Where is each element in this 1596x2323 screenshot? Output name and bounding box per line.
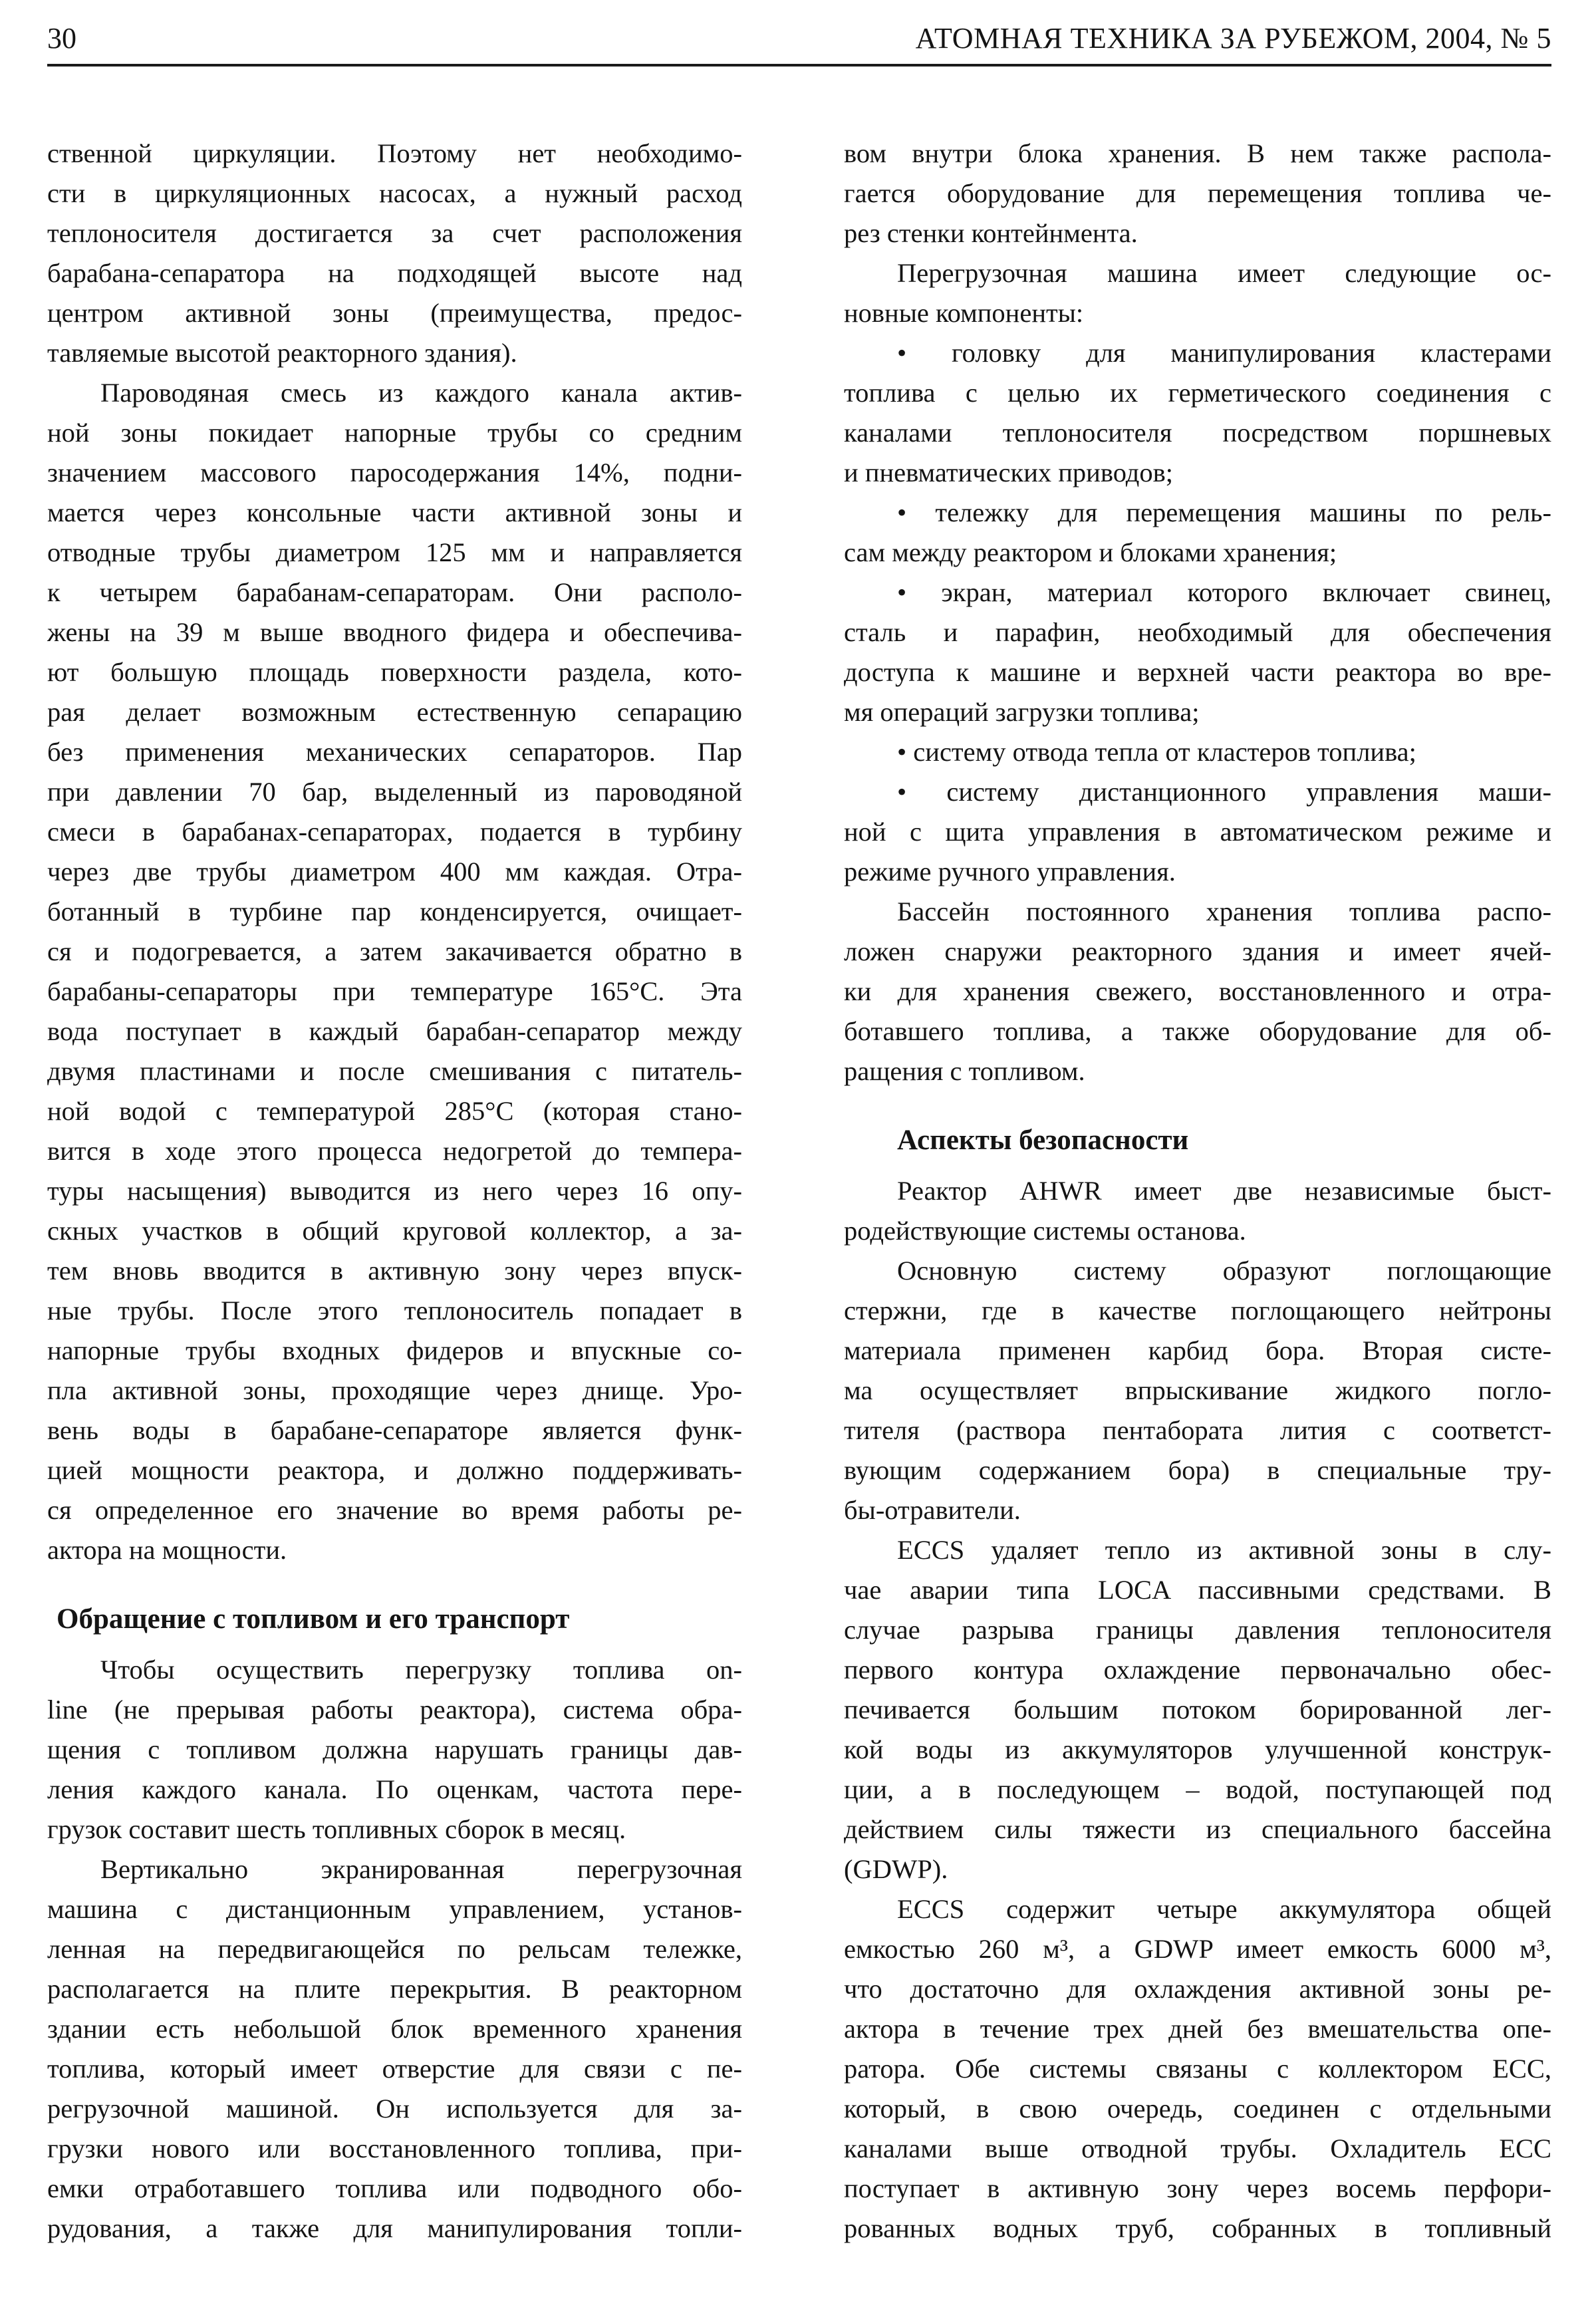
text-line: при давлении 70 бар, выделенный из пароводяной bbox=[47, 777, 742, 807]
text-line: тавляемые высотой реакторного здания). bbox=[47, 338, 517, 368]
text-line: ленная на передвигающейся по рельсам тележке, bbox=[47, 1934, 742, 1964]
text-line: располагается на плите перекрытия. В реакторном bbox=[47, 1974, 742, 2004]
text-line: стержни, где в качестве поглощающего нейтроны bbox=[844, 1296, 1551, 1325]
text-line: барабана-сепаратора на подходящей высоте над bbox=[47, 258, 742, 288]
text-line: топлива, который имеет отверстие для связи с пе- bbox=[47, 2054, 742, 2084]
text-line: рудования, а также для манипулирования топли- bbox=[47, 2213, 742, 2243]
paragraph bbox=[844, 1251, 1551, 1530]
text-column-left bbox=[47, 134, 742, 2249]
text-line: регрузочной машиной. Он используется для за- bbox=[47, 2094, 742, 2123]
text-line: сти в циркуляционных насосах, а нужный расход bbox=[47, 178, 742, 208]
text-line: рованных водных труб, собранных в топливный bbox=[844, 2213, 1551, 2243]
text-line: первого контура охлаждение первоначально обес- bbox=[844, 1655, 1551, 1685]
text-line: напорные трубы входных фидеров и впускные со- bbox=[47, 1335, 742, 1365]
text-line: центром активной зоны (преимущества, предос- bbox=[47, 298, 742, 328]
text-line: смеси в барабанах-сепараторах, подается в турбину bbox=[47, 817, 742, 847]
text-line: (GDWP). bbox=[844, 1854, 948, 1884]
text-line: ции, а в последующем – водой, поступающей под bbox=[844, 1774, 1551, 1804]
text-line: вень воды в барабане-сепараторе является функ- bbox=[47, 1415, 742, 1445]
page-number: 30 bbox=[47, 22, 76, 55]
text-line: пла активной зоны, проходящие через днище. Уро- bbox=[47, 1375, 742, 1405]
text-line: ма осуществляет впрыскивание жидкого погло- bbox=[844, 1375, 1551, 1405]
text-line: вующим содержанием бора) в специальные тру- bbox=[844, 1455, 1551, 1485]
text-line: ратора. Обе системы связаны с коллектором ECC, bbox=[844, 2054, 1551, 2084]
text-line: • головку для манипулирования кластерами bbox=[897, 338, 1551, 368]
text-line: без применения механических сепараторов. Пар bbox=[47, 737, 742, 767]
running-header bbox=[47, 19, 1551, 59]
paragraph bbox=[844, 134, 1551, 253]
text-line: ботанный в турбине пар конденсируется, очищает- bbox=[47, 896, 742, 926]
text-line: • систему дистанционного управления маши- bbox=[897, 777, 1551, 807]
text-line: емкостью 260 м³, а GDWP имеет емкость 6000 м³, bbox=[844, 1934, 1551, 1964]
text-line: Пароводяная смесь из каждого канала актив- bbox=[100, 378, 742, 408]
text-line: машина с дистанционным управлением, установ- bbox=[47, 1894, 742, 1924]
text-line: Перегрузочная машина имеет следующие ос- bbox=[897, 258, 1551, 288]
text-line: грузки нового или восстановленного топлива, при- bbox=[47, 2133, 742, 2163]
text-line: рез стенки контейнмента. bbox=[844, 218, 1138, 248]
text-line: сам между реактором и блоками хранения; bbox=[844, 537, 1337, 567]
text-line: печивается большим потоком борированной лег- bbox=[844, 1695, 1551, 1724]
text-line: поступает в активную зону через восемь перфори- bbox=[844, 2173, 1551, 2203]
text-line: жены на 39 м выше вводного фидера и обеспечива- bbox=[47, 617, 742, 647]
text-line: каналами теплоносителя посредством поршневых bbox=[844, 418, 1551, 448]
text-line: теплоносителя достигается за счет расположения bbox=[47, 218, 742, 248]
header-rule bbox=[47, 64, 1551, 67]
paragraph bbox=[844, 1171, 1551, 1251]
paragraph bbox=[844, 253, 1551, 333]
paragraph bbox=[844, 1530, 1551, 1889]
text-line: сталь и парафин, необходимый для обеспечения bbox=[844, 617, 1551, 647]
journal-title: АТОМНАЯ ТЕХНИКА ЗА РУБЕЖОМ, 2004, № 5 bbox=[915, 22, 1551, 55]
text-line: чае аварии типа LOCA пассивными средствами. В bbox=[844, 1575, 1551, 1605]
text-line: гается оборудование для перемещения топлива че- bbox=[844, 178, 1551, 208]
text-line: ют большую площадь поверхности раздела, кото- bbox=[47, 657, 742, 687]
text-line: материала применен карбид бора. Вторая систе- bbox=[844, 1335, 1551, 1365]
paragraph bbox=[47, 1849, 742, 2249]
text-line: рая делает возможным естественную сепарацию bbox=[47, 697, 742, 727]
paragraph bbox=[844, 333, 1551, 493]
paragraph bbox=[844, 772, 1551, 892]
text-line: скных участков в общий круговой коллектор, а за- bbox=[47, 1216, 742, 1246]
text-line: актора на мощности. bbox=[47, 1535, 287, 1565]
text-line: мя операций загрузки топлива; bbox=[844, 697, 1200, 727]
text-line: емки отработавшего топлива или подводного обо- bbox=[47, 2173, 742, 2203]
text-line: тителя (раствора пентабората лития с соответст- bbox=[844, 1415, 1551, 1445]
text-line: ращения с топливом. bbox=[844, 1056, 1085, 1086]
paragraph bbox=[844, 892, 1551, 1091]
text-line: ки для хранения свежего, восстановленного и отра- bbox=[844, 976, 1551, 1006]
text-line: кой воды из аккумуляторов улучшенной конструк- bbox=[844, 1734, 1551, 1764]
text-line: Чтобы осуществить перегрузку топлива on- bbox=[100, 1655, 742, 1685]
text-line: ся и подогревается, а затем закачивается обратно в bbox=[47, 936, 742, 966]
text-line: через две трубы диаметром 400 мм каждая. Отра- bbox=[47, 857, 742, 887]
text-line: режиме ручного управления. bbox=[844, 857, 1176, 887]
text-line: ботавшего топлива, а также оборудование для об- bbox=[844, 1016, 1551, 1046]
text-line: актора в течение трех дней без вмешательства опе- bbox=[844, 2014, 1551, 2044]
text-line: случае разрыва границы давления теплоносителя bbox=[844, 1615, 1551, 1645]
text-line: • тележку для перемещения машины по рель- bbox=[897, 497, 1551, 527]
paragraph bbox=[844, 732, 1551, 772]
text-line: к четырем барабанам-сепараторам. Они располо- bbox=[47, 577, 742, 607]
text-line: ложен снаружи реакторного здания и имеет ячей- bbox=[844, 936, 1551, 966]
text-line: и пневматических приводов; bbox=[844, 458, 1174, 487]
text-line: ной с щита управления в автоматическом режиме и bbox=[844, 817, 1551, 847]
text-line: ной водой с температурой 285°С (которая стано- bbox=[47, 1096, 742, 1126]
text-line: ления каждого канала. По оценкам, частота пере- bbox=[47, 1774, 742, 1804]
text-line: родействующие системы останова. bbox=[844, 1216, 1246, 1246]
text-line: барабаны-сепараторы при температуре 165°С. Эта bbox=[47, 976, 742, 1006]
text-line: Бассейн постоянного хранения топлива распо- bbox=[897, 896, 1551, 926]
text-column-right bbox=[844, 134, 1551, 2249]
text-line: двумя пластинами и после смешивания с питатель- bbox=[47, 1056, 742, 1086]
text-line: щения с топливом должна нарушать границы дав- bbox=[47, 1734, 742, 1764]
text-line: вом внутри блока хранения. В нем также распола- bbox=[844, 138, 1551, 168]
text-line: отводные трубы диаметром 125 мм и направляется bbox=[47, 537, 742, 567]
text-line: туры насыщения) выводится из него через 16 опу- bbox=[47, 1176, 742, 1206]
text-line: тем вновь вводится в активную зону через впуск- bbox=[47, 1256, 742, 1286]
text-line: действием силы тяжести из специального бассейна bbox=[844, 1814, 1551, 1844]
text-line: здании есть небольшой блок временного хранения bbox=[47, 2014, 742, 2044]
text-line: • экран, материал которого включает свинец, bbox=[897, 577, 1551, 607]
paragraph bbox=[844, 573, 1551, 732]
paragraph bbox=[844, 493, 1551, 573]
text-line: • систему отвода тепла от кластеров топлива; bbox=[897, 737, 1416, 767]
text-line: ECCS содержит четыре аккумулятора общей bbox=[897, 1894, 1551, 1924]
text-line: грузок составит шесть топливных сборок в месяц. bbox=[47, 1814, 626, 1844]
text-line: Основную систему образуют поглощающие bbox=[897, 1256, 1551, 1286]
text-line: который, в свою очередь, соединен с отдельными bbox=[844, 2094, 1551, 2123]
text-line: цией мощности реактора, и должно поддерживать- bbox=[47, 1455, 742, 1485]
paragraph bbox=[47, 373, 742, 1570]
text-line: бы-отравители. bbox=[844, 1495, 1021, 1525]
text-line: вода поступает в каждый барабан-сепаратор между bbox=[47, 1016, 742, 1046]
text-line: ные трубы. После этого теплоноситель попадает в bbox=[47, 1296, 742, 1325]
text-line: топлива с целью их герметического соединения с bbox=[844, 378, 1551, 408]
text-line: Реактор AHWR имеет две независимые быст- bbox=[897, 1176, 1551, 1206]
text-line: ственной циркуляции. Поэтому нет необходимо- bbox=[47, 138, 742, 168]
text-line: вится в ходе этого процесса недогретой до темпера- bbox=[47, 1136, 742, 1166]
text-line: line (не прерывая работы реактора), система обра- bbox=[47, 1695, 742, 1724]
text-line: Вертикально экранированная перегрузочная bbox=[100, 1854, 742, 1884]
text-line: ECCS удаляет тепло из активной зоны в слу- bbox=[897, 1535, 1551, 1565]
section-heading: Аспекты безопасности bbox=[897, 1125, 1189, 1156]
text-line: ся определенное его значение во время работы ре- bbox=[47, 1495, 742, 1525]
text-line: значением массового паросодержания 14%, подни- bbox=[47, 458, 742, 487]
paragraph bbox=[47, 134, 742, 373]
text-line: ной зоны покидает напорные трубы со средним bbox=[47, 418, 742, 448]
text-line: каналами выше отводной трубы. Охладитель ECC bbox=[844, 2133, 1551, 2163]
text-line: доступа к машине и верхней части реактора во вре- bbox=[844, 657, 1551, 687]
section-heading: Обращение с топливом и его транспорт bbox=[57, 1603, 570, 1635]
text-line: что достаточно для охлаждения активной зоны ре- bbox=[844, 1974, 1551, 2004]
paragraph bbox=[844, 1889, 1551, 2249]
paragraph bbox=[47, 1650, 742, 1849]
text-line: мается через консольные части активной зоны и bbox=[47, 497, 742, 527]
text-line: новные компоненты: bbox=[844, 298, 1084, 328]
